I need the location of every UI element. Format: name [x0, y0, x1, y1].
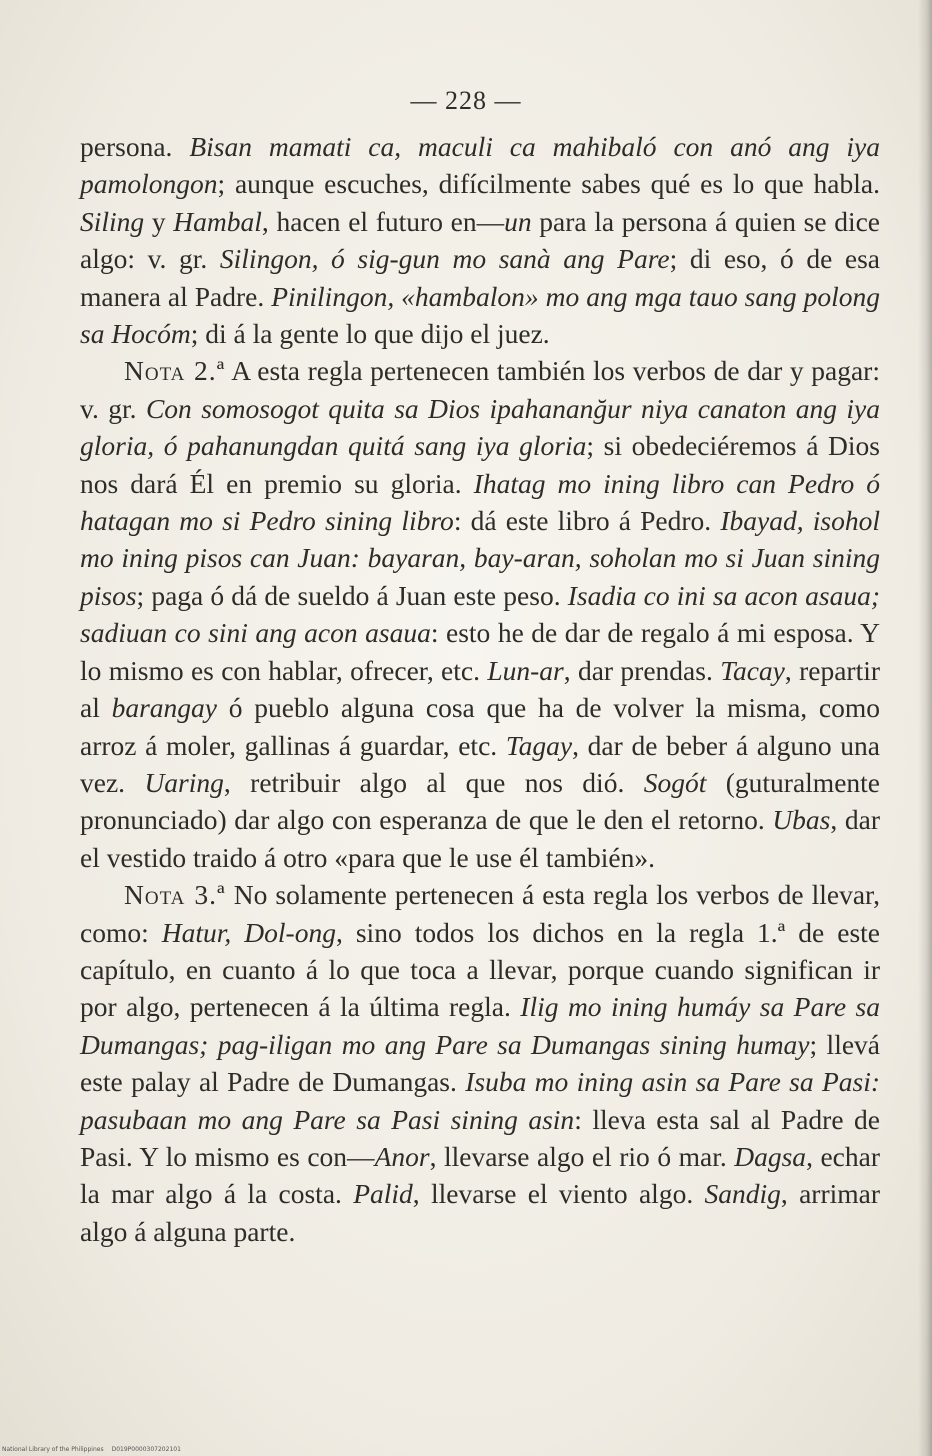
italic-run: Ubas: [772, 804, 831, 836]
italic-run: Hatur, Dol-ong: [161, 916, 336, 948]
italic-run: Tacay: [720, 654, 785, 686]
text-run: No solamente pertenecen á esta regla los verbos de llevar, como:: [80, 879, 880, 948]
text-run: , arrimar algo á alguna parte.: [80, 1178, 881, 1247]
italic-run: Sogót: [643, 766, 707, 798]
text-run: ó pueblo alguna cosa que ha de volver la misma, como arroz á moler, gallinas á guardar, etc.: [80, 692, 880, 761]
text-run: A esta regla pertenecen también los verbos de dar y pagar: v. gr.: [80, 355, 880, 424]
note-heading: Nota 2.ª: [124, 355, 226, 387]
text-run: , llevarse algo el rio ó mar.: [429, 1140, 735, 1172]
paragraph-nota-2: [80, 352, 880, 876]
body-text: [80, 128, 880, 1250]
italic-run: Ilig mo ining humáy sa Pare sa Dumangas; pag-iligan mo ang Pare sa Dumangas sining humay: [80, 991, 880, 1060]
italic-run: Isadia co ini sa acon asaua; sadiuan co sini ang acon asaua: [80, 579, 880, 649]
text-run: , dar de beber á alguno una vez.: [80, 729, 880, 798]
text-run: , sino todos los dichos en la regla 1.ª de este capítulo, en cuanto á lo que toca a llevar, porque cuando significan ir por algo, pertenecen á la última regla.: [80, 916, 880, 1023]
text-run: ; llevá este palay al Padre de Dumangas.: [80, 1028, 880, 1098]
page-number: — 228 —: [410, 86, 522, 115]
document-code: D019P0000307202101: [111, 1446, 181, 1453]
text-run: ; di á la gente lo que dijo el juez.: [190, 318, 550, 350]
text-run: y: [144, 205, 174, 237]
note-heading: Nota 3.ª: [124, 879, 226, 911]
text-run: , repartir al: [80, 654, 881, 724]
italic-run: Bisan mamati ca, maculi ca mahibaló con anó ang iya pamolongon: [80, 131, 880, 200]
italic-run: Siling: [80, 205, 145, 237]
text-run: : dá este libro á Pedro.: [453, 505, 721, 537]
text-run: persona.: [80, 131, 190, 162]
italic-run: Pinilingon, «hambalon» mo ang mga tauo sang polong sa Hocóm: [80, 280, 880, 350]
library-name: National Library of the Philippines: [2, 1446, 104, 1453]
text-run: , hacen el futuro en—: [261, 205, 505, 237]
text-run: : lleva esta sal al Padre de Pasi. Y lo mismo es con—: [80, 1103, 880, 1172]
text-run: ; di eso, ó de esa manera al Padre.: [80, 243, 881, 312]
italic-run: Ihatag mo ining libro can Pedro ó hatagan mo si Pedro sining libro: [80, 467, 881, 537]
paragraph-nota-3: [80, 876, 880, 1250]
italic-run: Uaring: [144, 766, 224, 798]
archive-footer: [2, 1446, 189, 1453]
text-run: , dar el vestido traido á otro «para que le use él también».: [80, 804, 880, 873]
italic-run: Tagay: [505, 729, 573, 761]
paragraph-1: [80, 128, 880, 352]
text-run: , retribuir algo al que nos dió.: [223, 766, 644, 798]
text-run: : esto he de dar de regalo á mi esposa. Y lo mismo es con hablar, ofrecer, etc.: [80, 617, 880, 686]
text-run: (guturalmente pronunciado) dar algo con esperanza de que le den el retorno.: [80, 766, 880, 836]
italic-run: Con somosogot quita sa Dios ipahananğur niya canaton ang iya gloria, ó pahanungdan quitá sang iya gloria: [80, 392, 880, 462]
italic-run: Isuba mo ining asin sa Pare sa Pasi: pasubaan mo ang Pare sa Pasi sining asin: [80, 1066, 880, 1135]
text-run: ; paga ó dá de sueldo á Juan este peso.: [136, 579, 568, 611]
italic-run: un: [504, 205, 532, 237]
text-run: ; aunque escuches, difícilmente sabes qué es lo que habla.: [217, 168, 880, 200]
italic-run: Anor: [374, 1140, 430, 1172]
italic-run: barangay: [111, 692, 218, 724]
text-run: , echar la mar algo á la costa.: [80, 1140, 880, 1210]
italic-run: Lun-ar: [487, 654, 564, 686]
italic-run: Ibayad, isohol mo ining pisos can Juan: bayaran, bay-aran, soholan mo si Juan sining pisos: [80, 505, 880, 611]
text-run: para la persona á quien se dice algo: v. gr.: [80, 205, 880, 275]
italic-run: Sandig: [704, 1178, 781, 1210]
italic-run: Silingon, ó sig-gun mo sanà ang Pare: [219, 243, 670, 275]
text-run: ; si obedeciéremos á Dios nos dará Él en premio su gloria.: [80, 430, 881, 499]
italic-run: Hambal: [173, 205, 262, 237]
italic-run: Dagsa: [734, 1140, 807, 1172]
page-edge-shadow: [918, 0, 932, 1456]
text-run: , dar prendas.: [563, 654, 721, 686]
italic-run: Palid: [353, 1178, 413, 1210]
text-run: , llevarse el viento algo.: [412, 1178, 705, 1210]
